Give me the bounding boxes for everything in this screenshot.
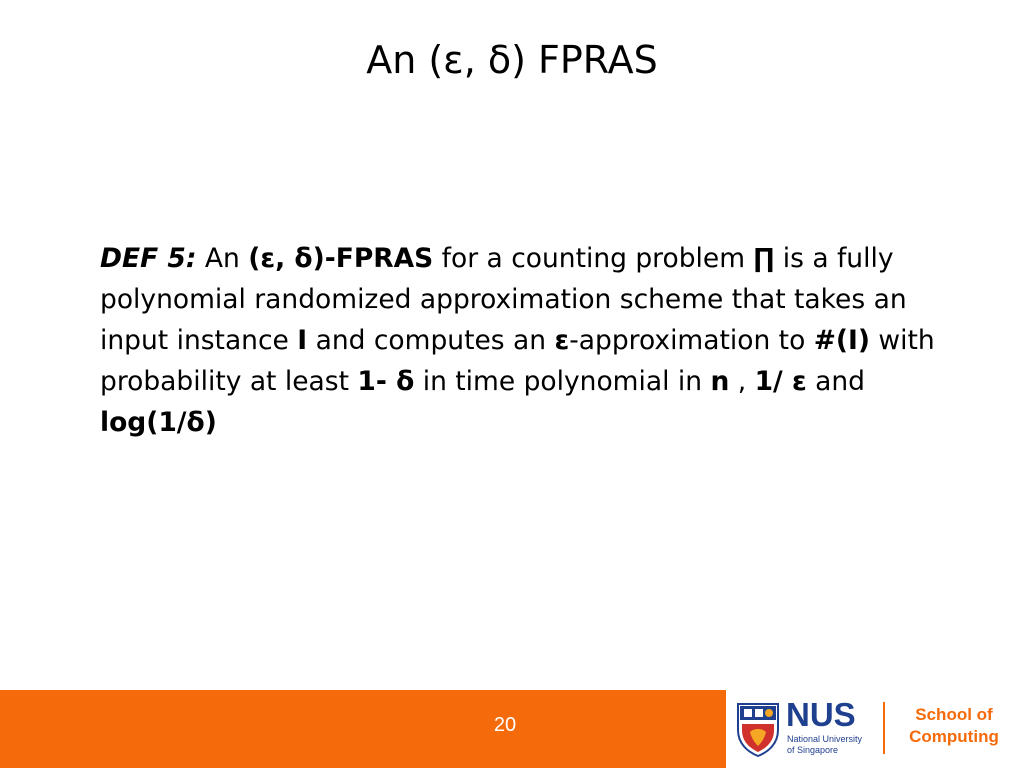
school-line-1: School of bbox=[915, 705, 993, 724]
epsilon-symbol: ε bbox=[554, 325, 570, 356]
count-term: #(I) bbox=[813, 325, 870, 356]
def-text-9: and bbox=[806, 366, 865, 397]
probability-term: 1- δ bbox=[357, 366, 415, 397]
nus-logo-text: NUS bbox=[786, 696, 856, 733]
def-text-8: , bbox=[729, 366, 755, 397]
nus-crest-icon bbox=[734, 700, 782, 758]
def-text-1: An bbox=[196, 243, 249, 274]
def-text-3: is a fully polynomial randomized approximation scheme that takes an input instance bbox=[100, 243, 907, 356]
slide-title: An (ε, δ) FPRAS bbox=[366, 38, 658, 82]
logo-divider bbox=[883, 702, 885, 754]
n-term: n bbox=[710, 366, 730, 397]
instance-symbol: I bbox=[297, 325, 308, 356]
page-number: 20 bbox=[493, 714, 517, 736]
footer-bar bbox=[0, 690, 1024, 768]
term-fpras: (ε, δ)-FPRAS bbox=[248, 243, 434, 274]
problem-symbol: ∏ bbox=[753, 243, 775, 274]
school-line-2: Computing bbox=[909, 727, 999, 746]
definition-paragraph bbox=[100, 238, 980, 443]
footer-logo-area bbox=[726, 690, 1024, 768]
def-text-5: -approximation to bbox=[569, 325, 814, 356]
inverse-epsilon-term: 1/ ε bbox=[754, 366, 807, 397]
def-text-2: for a counting problem bbox=[433, 243, 754, 274]
log-term: log(1/δ) bbox=[100, 407, 217, 438]
def-text-7: in time polynomial in bbox=[414, 366, 711, 397]
definition-label: DEF 5: bbox=[100, 243, 197, 274]
nus-logo-subtitle-2: of Singapore bbox=[787, 745, 839, 755]
school-name bbox=[894, 704, 1014, 748]
def-text-4: and computes an bbox=[307, 325, 555, 356]
nus-logo-subtitle-1: National University bbox=[787, 734, 863, 744]
def-text-6: with probability at least bbox=[100, 325, 935, 397]
